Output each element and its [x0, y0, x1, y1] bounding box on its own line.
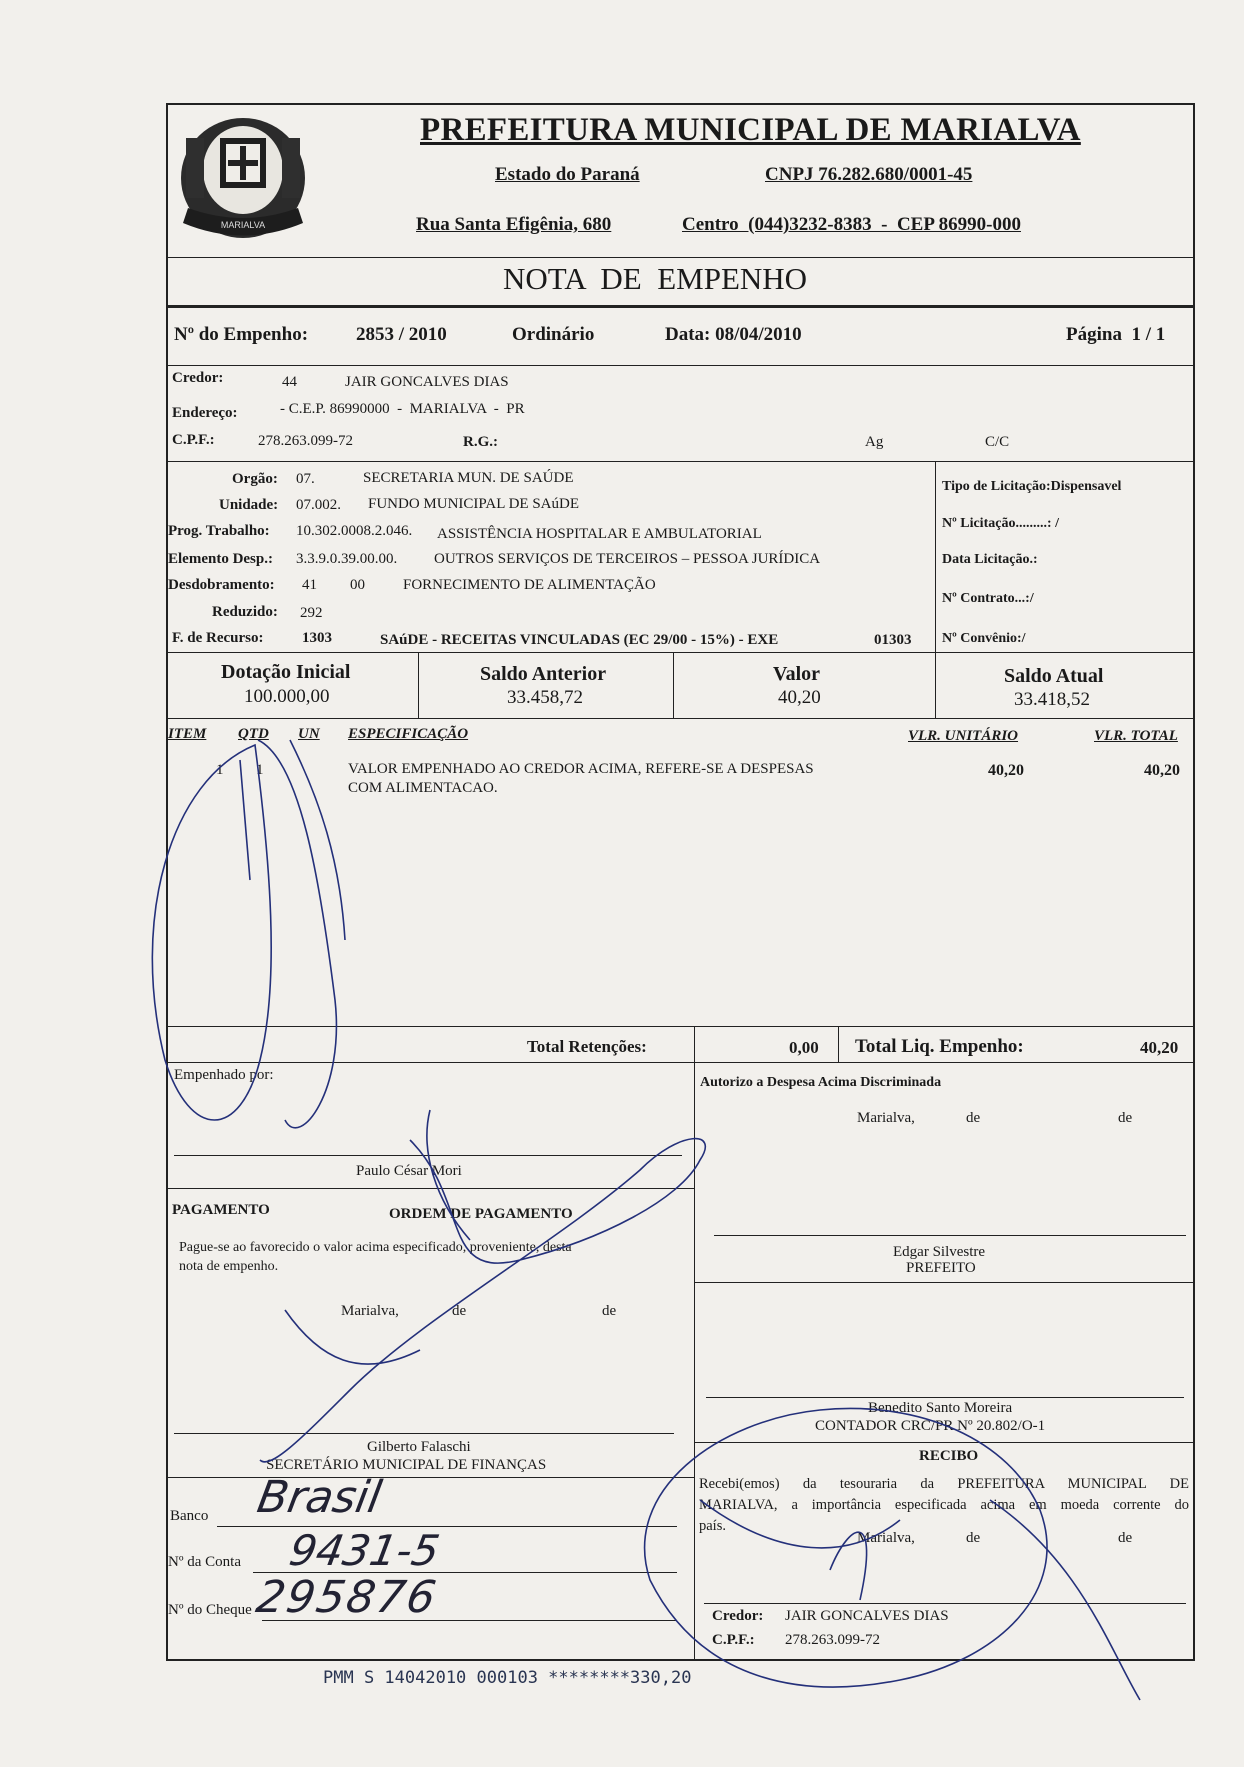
- banco-value: Brasil: [253, 1472, 386, 1523]
- dotacao-label: Dotação Inicial: [221, 661, 351, 683]
- col-especificacao-header: ESPECIFICAÇÃO: [348, 726, 469, 742]
- recibo-text-line1: Recebi(emos) da tesouraria da PREFEITURA MUNICIPAL DE: [699, 1476, 1189, 1492]
- data-licitacao: Data Licitação.:: [942, 552, 1038, 567]
- recurso-label: F. de Recurso:: [172, 630, 264, 646]
- desdobramento-a: 41: [302, 577, 317, 593]
- prefeito-name: Edgar Silvestre: [893, 1244, 986, 1260]
- ordem-text-line2: nota de empenho.: [179, 1259, 279, 1274]
- valor-label: Valor: [773, 663, 821, 685]
- pagamento-label: PAGAMENTO: [172, 1202, 270, 1218]
- cc-label: C/C: [985, 434, 1010, 450]
- recibo-de-1: de: [966, 1530, 981, 1546]
- banco-label: Banco: [170, 1508, 209, 1524]
- address-value: - C.E.P. 86990000 - MARIALVA - PR: [280, 401, 525, 417]
- empenhado-label: Empenhado por:: [174, 1067, 274, 1083]
- recibo-de-2: de: [1118, 1530, 1133, 1546]
- saldo-atual-value: 33.418,52: [1014, 689, 1090, 710]
- conta-value: 9431-5: [285, 1526, 444, 1575]
- empenhado-name: Paulo César Mori: [356, 1163, 462, 1179]
- recurso-code: 1303: [302, 630, 332, 646]
- unidade-name: FUNDO MUNICIPAL DE SAúDE: [368, 496, 579, 512]
- recibo-text-line3: país.: [699, 1518, 726, 1534]
- empenho-number: 2853 / 2010: [356, 324, 447, 345]
- header-title: PREFEITURA MUNICIPAL DE MARIALVA: [420, 112, 1081, 148]
- orgao-label: Orgão:: [232, 471, 278, 487]
- col-item-header: ITEM: [168, 726, 207, 742]
- liquido-value: 40,20: [1140, 1038, 1179, 1057]
- recibo-cpf-label: C.P.F.:: [712, 1632, 755, 1648]
- ordem-pagamento-label: ORDEM DE PAGAMENTO: [389, 1206, 573, 1222]
- item-description-line1: VALOR EMPENHADO AO CREDOR ACIMA, REFERE-SE A DESPESAS: [348, 761, 814, 777]
- numero-contrato: Nº Contrato...:/: [942, 591, 1034, 606]
- unidade-code: 07.002.: [296, 497, 341, 513]
- dotacao-value: 100.000,00: [244, 686, 330, 707]
- numero-convenio: Nº Convênio:/: [942, 631, 1026, 646]
- autorizo-place: Marialva,: [857, 1110, 915, 1126]
- item-description-line2: COM ALIMENTACAO.: [348, 780, 498, 796]
- recibo-credor-name: JAIR GONCALVES DIAS: [785, 1608, 949, 1624]
- autorizo-label: Autorizo a Despesa Acima Discriminada: [700, 1075, 942, 1090]
- header-state: Estado do Paraná: [495, 164, 640, 185]
- recibo-text-line2: MARIALVA, a importância especificada acima em moeda corrente do: [699, 1497, 1189, 1513]
- conta-label: Nº da Conta: [168, 1554, 241, 1570]
- liquido-label: Total Liq. Empenho:: [855, 1036, 1024, 1057]
- cpf-value: 278.263.099-72: [258, 433, 353, 449]
- header-cnpj: CNPJ 76.282.680/0001-45: [765, 164, 973, 185]
- col-un-header: UN: [298, 726, 320, 742]
- ordem-place: Marialva,: [341, 1303, 399, 1319]
- contador-title: CONTADOR CRC/PR Nº 20.802/O-1: [815, 1418, 1046, 1434]
- saldo-anterior-value: 33.458,72: [507, 687, 583, 708]
- unidade-label: Unidade:: [219, 497, 279, 513]
- credor-code: 44: [282, 374, 297, 390]
- secretario-title: SECRETÁRIO MUNICIPAL DE FINANÇAS: [266, 1457, 547, 1473]
- elemento-code: 3.3.9.0.39.00.00.: [296, 551, 398, 567]
- recibo-cpf-value: 278.263.099-72: [785, 1632, 880, 1648]
- empenho-kind: Ordinário: [512, 324, 595, 345]
- item-unit-value: 40,20: [988, 762, 1024, 779]
- ag-label: Ag: [865, 434, 884, 450]
- page-number: Página 1 / 1: [1066, 324, 1166, 345]
- cheque-label: Nº do Cheque: [168, 1602, 252, 1618]
- cheque-value: 295876: [252, 1572, 442, 1623]
- header-address: Rua Santa Efigênia, 680: [416, 214, 612, 235]
- ordem-de-2: de: [602, 1303, 617, 1319]
- retencoes-value: 0,00: [789, 1038, 819, 1057]
- col-vlr-unitario-header: VLR. UNITÁRIO: [908, 728, 1019, 744]
- credor-name: JAIR GONCALVES DIAS: [345, 374, 509, 390]
- document-title: NOTA DE EMPENHO: [503, 261, 808, 296]
- recibo-place: Marialva,: [857, 1530, 915, 1546]
- prog-trabalho-name: ASSISTÊNCIA HOSPITALAR E AMBULATORIAL: [437, 526, 762, 542]
- rg-label: R.G.:: [463, 434, 498, 450]
- saldo-anterior-label: Saldo Anterior: [480, 663, 607, 685]
- saldo-atual-label: Saldo Atual: [1004, 665, 1104, 687]
- elemento-name: OUTROS SERVIÇOS DE TERCEIROS – PESSOA JURÍDICA: [434, 551, 821, 567]
- reduzido-value: 292: [300, 605, 323, 621]
- header-contact: Centro (044)3232-8383 - CEP 86990-000: [682, 214, 1021, 235]
- prog-trabalho-code: 10.302.0008.2.046.: [296, 523, 413, 539]
- secretario-name: Gilberto Falaschi: [367, 1439, 471, 1455]
- orgao-code: 07.: [296, 471, 315, 487]
- recurso-code-2: 01303: [874, 632, 912, 648]
- ordem-text-line1: Pague-se ao favorecido o valor acima especificado, proveniente, desta: [179, 1240, 572, 1255]
- item-qtd: 1: [256, 762, 264, 778]
- retencoes-label: Total Retenções:: [527, 1037, 647, 1056]
- reduzido-label: Reduzido:: [212, 604, 278, 620]
- desdobramento-label: Desdobramento:: [168, 577, 275, 593]
- empenho-date: Data: 08/04/2010: [665, 324, 802, 345]
- autorizo-de-1: de: [966, 1110, 981, 1126]
- empenho-number-label: Nº do Empenho:: [174, 324, 309, 345]
- col-vlr-total-header: VLR. TOTAL: [1094, 728, 1178, 744]
- recibo-label: RECIBO: [919, 1448, 979, 1464]
- desdobramento-b: 00: [350, 577, 365, 593]
- prefeito-title: PREFEITO: [906, 1260, 976, 1276]
- authentication-stamp: PMM S 14042010 000103 ********330,20: [323, 1668, 692, 1688]
- cpf-label: C.P.F.:: [172, 432, 215, 448]
- autorizo-de-2: de: [1118, 1110, 1133, 1126]
- tipo-licitacao: Tipo de Licitação:Dispensavel: [942, 479, 1122, 494]
- elemento-label: Elemento Desp.:: [168, 551, 273, 567]
- numero-licitacao: Nº Licitação.........: /: [942, 516, 1059, 531]
- address-label: Endereço:: [172, 405, 238, 421]
- credor-label: Credor:: [172, 370, 224, 386]
- recurso-name: SAúDE - RECEITAS VINCULADAS (EC 29/00 - 15%) - EXE: [380, 632, 779, 648]
- prog-trabalho-label: Prog. Trabalho:: [168, 523, 270, 539]
- col-qtd-header: QTD: [238, 726, 269, 742]
- contador-name: Benedito Santo Moreira: [868, 1400, 1013, 1416]
- recibo-credor-label: Credor:: [712, 1608, 764, 1624]
- desdobramento-name: FORNECIMENTO DE ALIMENTAÇÃO: [403, 577, 656, 593]
- item-total-value: 40,20: [1144, 762, 1180, 779]
- valor-value: 40,20: [778, 687, 821, 708]
- item-number: 1: [216, 762, 224, 778]
- orgao-name: SECRETARIA MUN. DE SAÚDE: [363, 470, 574, 486]
- svg-text:MARIALVA: MARIALVA: [220, 220, 266, 230]
- ordem-de-1: de: [452, 1303, 467, 1319]
